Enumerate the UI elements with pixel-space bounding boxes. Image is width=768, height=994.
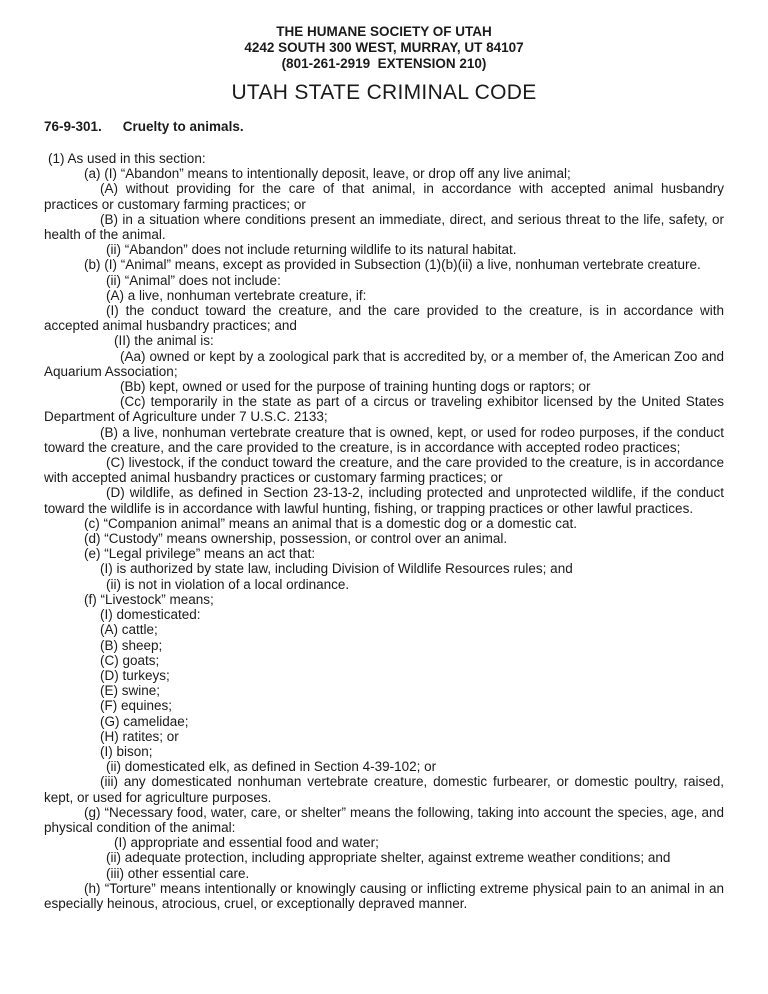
statute-paragraph: (ii) “Animal” does not include: [106, 272, 281, 288]
statute-paragraph: (Cc) temporarily in the state as part of a circus or traveling exhibitor licensed by the United States Department of Agriculture under 7 U.S.C. 2133; [44, 394, 724, 425]
statute-paragraph: (iii) other essential care. [106, 865, 250, 881]
statute-paragraph: (G) camelidae; [100, 713, 189, 729]
statute-paragraph: (e) “Legal privilege” means an act that: [84, 546, 316, 562]
section-number: 76-9-301. [44, 119, 102, 134]
org-name: THE HUMANE SOCIETY OF UTAH [276, 24, 492, 39]
statute-paragraph: (ii) “Abandon” does not include returning wildlife to its natural habitat. [106, 242, 517, 258]
document-title: UTAH STATE CRIMINAL CODE [231, 81, 537, 104]
statute-paragraph: (A) a live, nonhuman vertebrate creature, if: [106, 287, 367, 303]
statute-paragraph: (g) “Necessary food, water, care, or shelter” means the following, taking into account the species, age, and physical condition of the animal: [44, 804, 724, 835]
statute-paragraph: (1) As used in this section: [48, 151, 206, 166]
statute-paragraph: (C) livestock, if the conduct toward the creature, and the care provided to the creature, is in accordance with accepted animal husbandry practices or customary farming practices; or [44, 455, 724, 486]
statute-paragraph: (c) “Companion animal” means an animal that is a domestic dog or a domestic cat. [84, 515, 577, 531]
statute-paragraph: (I) bison; [100, 743, 153, 759]
statute-paragraph: (I) domesticated: [100, 607, 201, 623]
document-header [44, 24, 724, 72]
statute-paragraph: (A) cattle; [100, 622, 158, 638]
statute-paragraph: (h) “Torture” means intentionally or knowingly causing or inflicting extreme physical pain to an animal in an especially heinous, atrocious, cruel, or exceptionally depraved manner. [44, 880, 724, 911]
statute-paragraph: (a) (I) “Abandon” means to intentionally deposit, leave, or drop off any live animal; [84, 166, 571, 182]
statute-paragraph: (Aa) owned or kept by a zoological park that is accredited by, or a member of, the American Zoo and Aquarium Association; [44, 348, 724, 379]
statute-paragraph: (B) in a situation where conditions present an immediate, direct, and serious threat to the life, safety, or health of the animal. [44, 211, 724, 243]
statute-paragraph: (ii) is not in violation of a local ordinance. [106, 576, 350, 592]
statute-paragraph: (I) appropriate and essential food and water; [114, 835, 379, 851]
statute-paragraph: (D) wildlife, as defined in Section 23-13-2, including protected and unprotected wildlife, if the conduct toward the wildlife is in accordance with lawful hunting, fishing, or trapping practices or other lawful practices. [44, 485, 724, 516]
statute-paragraph: (Bb) kept, owned or used for the purpose of training hunting dogs or raptors; or [120, 379, 591, 395]
statute-paragraph: (I) the conduct toward the creature, and the care provided to the creature, is in accordance with accepted animal husbandry practices; and [44, 303, 724, 334]
statute-paragraph: (C) goats; [100, 652, 160, 668]
org-phone: (801-261-2919 EXTENSION 210) [281, 56, 487, 71]
statute-paragraph: (d) “Custody” means ownership, possession, or control over an animal. [84, 531, 508, 547]
statute-paragraph: (iii) any domesticated nonhuman vertebrate creature, domestic furbearer, or domestic poultry, raised, kept, or used for agriculture purposes. [44, 774, 724, 805]
statute-paragraph: (ii) domesticated elk, as defined in Section 4-39-102; or [106, 759, 437, 775]
statute-paragraph: (I) is authorized by state law, including Division of Wildlife Resources rules; and [100, 561, 573, 577]
statute-paragraph: (f) “Livestock” means; [84, 591, 214, 607]
statute-paragraph: (A) without providing for the care of that animal, in accordance with accepted animal husbandry practices or customary farming practices; or [44, 181, 724, 212]
statute-paragraph: (B) sheep; [100, 637, 163, 653]
statute-paragraph: (B) a live, nonhuman vertebrate creature that is owned, kept, or used for rodeo purposes, if the conduct toward the creature, and the care provided to the creature, is in accordance with accepted rodeo practices; [44, 424, 724, 455]
statute-paragraph: (D) turkeys; [100, 667, 170, 683]
statute-paragraph: (H) ratites; or [100, 728, 179, 744]
statute-paragraph: (ii) adequate protection, including appropriate shelter, against extreme weather conditions; and [106, 850, 671, 866]
statute-paragraph: (II) the animal is: [114, 333, 214, 349]
statute-paragraph: (F) equines; [100, 698, 173, 714]
section-name: Cruelty to animals. [122, 119, 244, 134]
section-heading [44, 119, 724, 134]
statute-body [44, 151, 724, 911]
statute-paragraph: (E) swine; [100, 683, 161, 699]
statute-paragraph: (b) (I) “Animal” means, except as provided in Subsection (1)(b)(ii) a live, nonhuman vertebrate creature. [84, 257, 701, 273]
org-address: 4242 SOUTH 300 WEST, MURRAY, UT 84107 [244, 40, 524, 55]
